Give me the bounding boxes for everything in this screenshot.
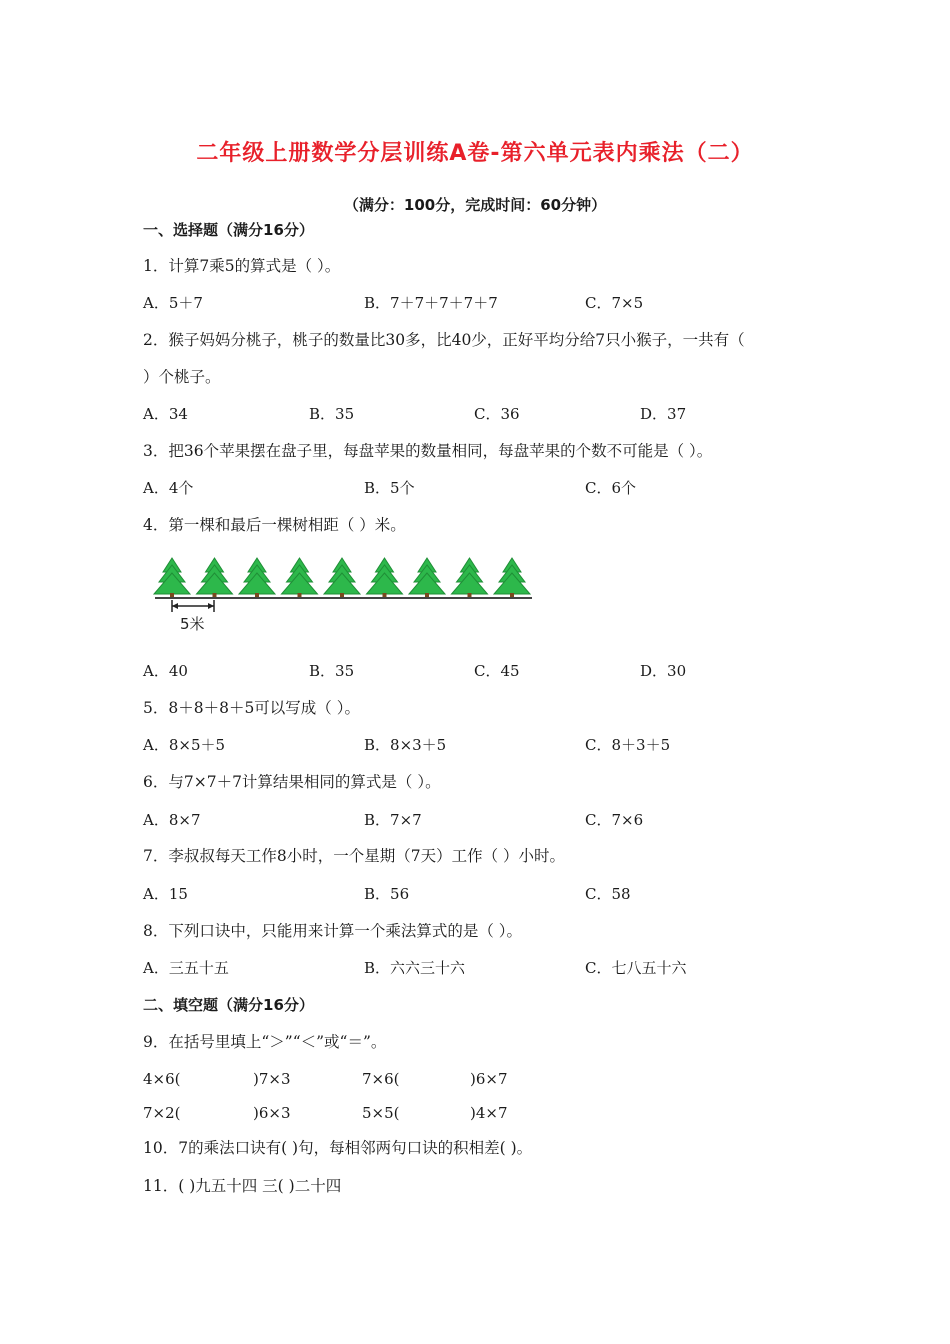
q6-option-b: B．7×7 <box>364 811 422 829</box>
q1-option-a: A．5＋7 <box>143 294 203 312</box>
tree-row-figure <box>150 556 540 636</box>
page-title: 二年级上册数学分层训练A卷-第六单元表内乘法（二） <box>196 141 754 166</box>
section-heading-fill: 二、填空题（满分16分） <box>143 996 314 1014</box>
question-11: 11．( )九五十四 三( )二十四 <box>143 1177 342 1195</box>
q4-option-a: A．40 <box>143 662 188 680</box>
tree <box>282 558 318 598</box>
q3-option-a: A．4个 <box>143 479 194 497</box>
tree <box>324 558 360 598</box>
q4-option-c: C．45 <box>474 662 520 680</box>
arrowhead-left <box>172 603 178 609</box>
q3-option-b: B．5个 <box>364 479 415 497</box>
q7-option-c: C．58 <box>585 885 631 903</box>
question-4: 4．第一棵和最后一棵树相距（ ）米。 <box>143 516 406 534</box>
q6-option-a: A．8×7 <box>143 811 201 829</box>
q7-option-a: A．15 <box>143 885 188 903</box>
question-2-line-1: 2．猴子妈妈分桃子，桃子的数量比30多，比40少，正好平均分给7只小猴子，一共有（ <box>143 331 745 349</box>
q9-row2-b: )6×3 <box>253 1104 291 1122</box>
q9-row2-c: 5×5( <box>362 1104 400 1122</box>
question-2-line-2: ）个桃子。 <box>143 368 221 386</box>
q5-option-c: C．8＋3＋5 <box>585 736 671 754</box>
q8-option-a: A．三五十五 <box>143 959 229 977</box>
q6-option-c: C．7×6 <box>585 811 644 829</box>
q2-option-d: D．37 <box>640 405 687 423</box>
q4-option-d: D．30 <box>640 662 687 680</box>
page-subtitle: （满分：100分，完成时间：60分钟） <box>343 196 607 214</box>
distance-label: 5米 <box>180 615 205 633</box>
q5-option-a: A．8×5＋5 <box>143 736 226 754</box>
q1-option-c: C．7×5 <box>585 294 644 312</box>
q7-option-b: B．56 <box>364 885 410 903</box>
tree <box>494 558 530 598</box>
tree <box>239 558 275 598</box>
q1-option-b: B．7＋7＋7＋7＋7 <box>364 294 498 312</box>
q9-row1-a: 4×6( <box>143 1070 181 1088</box>
question-8: 8．下列口诀中，只能用来计算一个乘法算式的是（ ）。 <box>143 922 523 940</box>
q2-option-b: B．35 <box>309 405 355 423</box>
question-5: 5．8＋8＋8＋5可以写成（ ）。 <box>143 699 360 717</box>
tree-group <box>154 558 530 598</box>
q8-option-b: B．六六三十六 <box>364 959 466 977</box>
q9-row1-b: )7×3 <box>253 1070 291 1088</box>
q4-option-b: B．35 <box>309 662 355 680</box>
q2-option-a: A．34 <box>143 405 188 423</box>
question-1: 1．计算7乘5的算式是（ ）。 <box>143 257 341 275</box>
question-6: 6．与7×7＋7计算结果相同的算式是（ ）。 <box>143 773 441 791</box>
tree <box>409 558 445 598</box>
arrowhead-right <box>208 603 214 609</box>
tree <box>154 558 190 598</box>
tree <box>367 558 403 598</box>
question-10: 10．7的乘法口诀有( )句，每相邻两句口诀的积相差( )。 <box>143 1139 533 1157</box>
tree <box>452 558 488 598</box>
q5-option-b: B．8×3＋5 <box>364 736 447 754</box>
q8-option-c: C．七八五十六 <box>585 959 687 977</box>
q9-row1-d: )6×7 <box>470 1070 508 1088</box>
q9-row2-d: )4×7 <box>470 1104 508 1122</box>
question-3: 3．把36个苹果摆在盘子里，每盘苹果的数量相同，每盘苹果的个数不可能是（ ）。 <box>143 442 713 460</box>
q3-option-c: C．6个 <box>585 479 637 497</box>
tree <box>197 558 233 598</box>
q9-row2-a: 7×2( <box>143 1104 181 1122</box>
section-heading-choice: 一、选择题（满分16分） <box>143 221 314 239</box>
q2-option-c: C．36 <box>474 405 520 423</box>
question-9: 9．在括号里填上“＞”“＜”或“＝”。 <box>143 1033 387 1051</box>
question-7: 7．李叔叔每天工作8小时，一个星期（7天）工作（ ）小时。 <box>143 847 566 865</box>
q9-row1-c: 7×6( <box>362 1070 400 1088</box>
